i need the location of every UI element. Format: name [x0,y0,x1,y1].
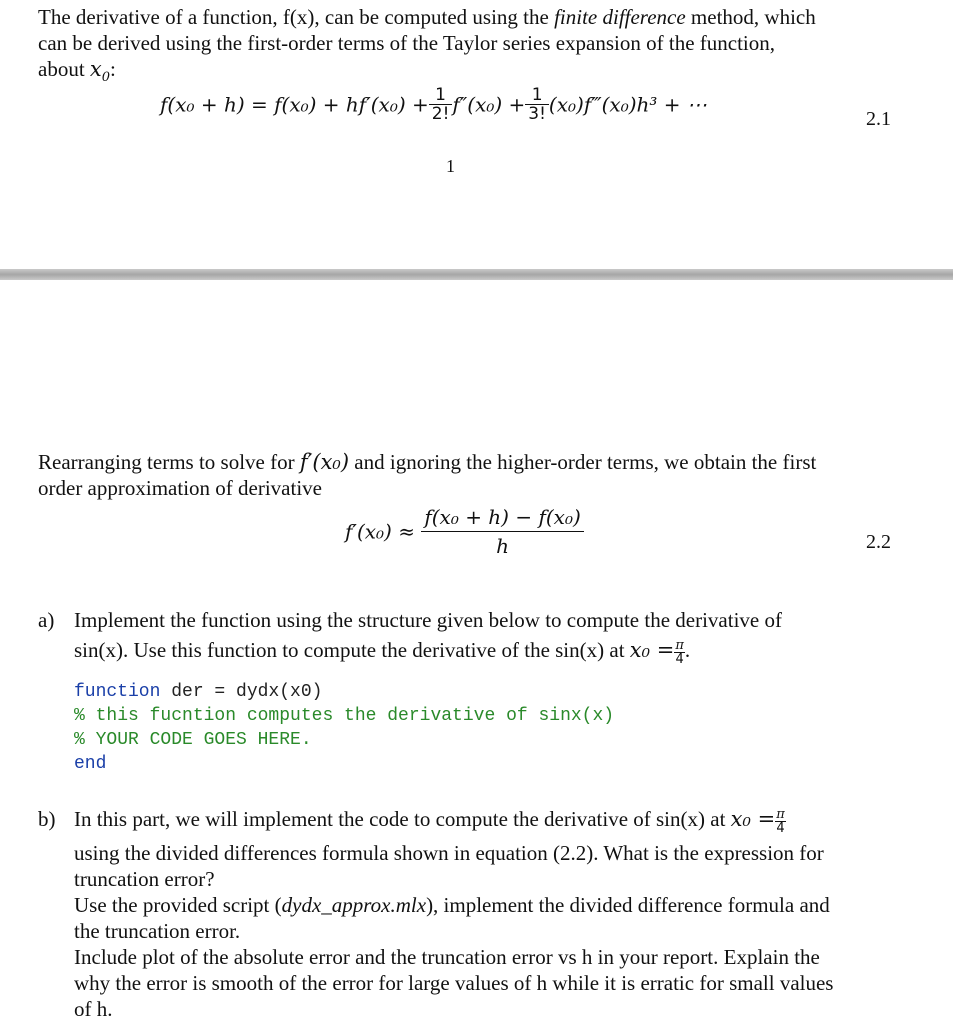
fraction-numerator: 1 [525,86,549,105]
fraction-denominator: 4 [776,820,785,836]
intro-text: : [110,57,116,81]
fraction-numerator: π [776,806,785,822]
code-comment-1: % this fucntion computes the derivative of sinx(x) [74,706,615,726]
eq1-mid: f″(x₀) + [452,92,526,117]
part-a-label: a) [38,608,55,632]
part-b-line-3: truncation error? [74,867,215,891]
fraction-denominator: 4 [675,651,684,667]
intro-text: about [38,57,90,81]
rearrange-text: and ignoring the higher-order terms, we obtain the first [349,450,817,474]
part-b-line-8: of h. [74,997,113,1021]
part-b-line-6: Include plot of the absolute error and the truncation error vs h in your report. Explain the [74,945,820,969]
code-line-1 [74,680,322,704]
fraction-numerator: f(x₀ + h) − f(x₀) [421,503,583,532]
part-a-line-1: Implement the function using the structure given below to compute the derivative of [74,608,782,632]
equation-2-2 [345,503,584,560]
math-var: x [89,57,102,81]
code-keyword: function [74,682,161,702]
fraction-numerator: 1 [429,86,453,105]
part-b-line-2: using the divided differences formula shown in equation (2.2). What is the expression for [74,841,824,865]
math-expression: f′(x₀) [299,450,350,474]
fraction-denominator: 3! [528,104,546,124]
pi-over-4-fraction [775,808,786,835]
eq1-left: f(x₀ + h) = f(x₀) + hf′(x₀) + [160,92,429,117]
code-end-keyword: end [74,754,107,774]
fraction-numerator: π [675,637,684,653]
part-b-line-7: why the error is smooth of the error for large values of h while it is erratic for small values [74,971,834,995]
page-number: 1 [446,156,455,176]
part-a-text: sin(x). Use this function to compute the derivative of the sin(x) at [74,638,630,662]
rearrange-text: Rearranging terms to solve for [38,450,300,474]
pi-over-4-fraction [674,639,685,666]
eq1-right: (x₀)f‴(x₀)h³ + ⋯ [548,92,707,117]
math-expression: x₀ = [629,638,675,662]
part-a-text: . [684,638,691,662]
equation-2-1 [160,86,707,123]
eq1-fraction-2 [525,86,549,123]
eq2-left: f′(x₀) ≈ [345,519,415,544]
part-b-text: ), implement the divided difference formula and [426,893,830,917]
math-expression: x₀ = [730,807,776,831]
code-text: der = dydx(x0) [160,682,323,702]
rearrange-line-1 [38,449,816,475]
part-b-text: In this part, we will implement the code to compute the derivative of sin(x) at [74,807,731,831]
equation-number-2-2: 2.2 [866,531,891,553]
part-b-label: b) [38,807,56,831]
part-a-line-2 [74,637,690,666]
part-b-line-4 [74,892,830,918]
page-break-divider [0,269,953,280]
math-sub: 0 [101,70,111,86]
fraction-denominator: 2! [431,104,450,124]
fraction-denominator: h [496,534,509,558]
eq1-fraction-1 [429,86,453,123]
intro-text: The derivative of a function, f(x), can be computed using the [38,5,555,29]
part-b-line-5: the truncation error. [74,919,241,943]
part-b-text: Use the provided script ( [74,893,282,917]
intro-text: method, which [685,5,816,29]
intro-line-1 [38,4,816,30]
code-comment-2: % YOUR CODE GOES HERE. [74,730,312,750]
rearrange-line-2: order approximation of derivative [38,476,322,500]
part-b-line-1 [74,806,786,835]
equation-number-2-1: 2.1 [866,108,891,130]
intro-line-3 [38,56,116,91]
script-filename: dydx_approx.mlx [281,893,427,917]
intro-line-2: can be derived using the first-order terms of the Taylor series expansion of the function, [38,31,775,55]
intro-emphasis: finite difference [554,5,686,29]
eq2-fraction [421,503,583,560]
